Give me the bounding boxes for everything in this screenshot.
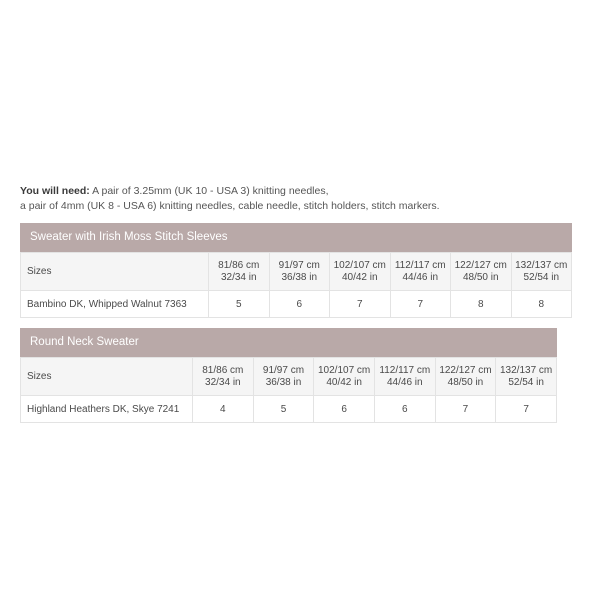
quantity-cell: 4 xyxy=(193,396,254,423)
size-cell xyxy=(374,358,435,396)
size-in: 44/46 in xyxy=(387,376,423,388)
quantity-cell: 7 xyxy=(390,291,451,318)
size-cm: 81/86 cm xyxy=(218,259,260,271)
yarn-row xyxy=(21,396,557,423)
requirements-line-1: A pair of 3.25mm (UK 10 - USA 3) knitting needles, xyxy=(89,185,329,197)
size-cm: 112/117 cm xyxy=(379,364,431,376)
size-in: 44/46 in xyxy=(402,271,439,283)
requirements-text xyxy=(20,184,590,214)
size-in: 40/42 in xyxy=(326,376,362,388)
size-cell xyxy=(496,358,557,396)
size-in: 32/34 in xyxy=(205,376,241,388)
size-cm: 91/97 cm xyxy=(262,364,305,376)
size-cm: 91/97 cm xyxy=(278,259,320,271)
sizes-label: Sizes xyxy=(21,358,193,396)
size-cm: 81/86 cm xyxy=(202,364,244,376)
quantity-cell: 7 xyxy=(435,396,496,423)
size-in: 52/54 in xyxy=(523,271,560,283)
quantity-cell: 7 xyxy=(496,396,557,423)
quantity-cell: 8 xyxy=(451,291,512,318)
size-in: 36/38 in xyxy=(281,271,318,283)
quantity-cell: 6 xyxy=(269,291,330,318)
size-cm: 102/107 cm xyxy=(333,259,386,271)
size-table xyxy=(20,252,572,318)
sizes-row xyxy=(21,358,557,396)
size-cell xyxy=(193,358,254,396)
size-cm: 132/137 cm xyxy=(515,259,568,271)
size-cm: 122/127 cm xyxy=(454,259,507,271)
size-cm: 102/107 cm xyxy=(318,364,371,376)
table-title: Sweater with Irish Moss Stitch Sleeves xyxy=(20,223,572,252)
size-cell xyxy=(209,253,270,291)
size-in: 32/34 in xyxy=(220,271,257,283)
size-cell xyxy=(314,358,375,396)
yarn-label: Bambino DK, Whipped Walnut 7363 xyxy=(21,291,209,318)
size-cell xyxy=(269,253,330,291)
size-in: 36/38 in xyxy=(265,376,302,388)
requirements-line-2: a pair of 4mm (UK 8 - USA 6) knitting needles, cable needle, stitch holders, stitch markers. xyxy=(20,200,440,212)
size-cell xyxy=(330,253,391,291)
size-cell xyxy=(511,253,572,291)
size-cm: 112/117 cm xyxy=(394,259,446,271)
sizes-label: Sizes xyxy=(21,253,209,291)
size-cell xyxy=(253,358,314,396)
size-in: 48/50 in xyxy=(447,376,484,388)
quantity-cell: 5 xyxy=(253,396,314,423)
yarn-row xyxy=(21,291,572,318)
size-cell xyxy=(451,253,512,291)
yarn-label: Highland Heathers DK, Skye 7241 xyxy=(21,396,193,423)
quantity-cell: 8 xyxy=(511,291,572,318)
sizes-row xyxy=(21,253,572,291)
requirements-lead: You will need: xyxy=(20,185,90,197)
table-irish-moss-sweater xyxy=(20,223,572,318)
size-cm: 132/137 cm xyxy=(500,364,553,376)
quantity-cell: 6 xyxy=(314,396,375,423)
size-cell xyxy=(435,358,496,396)
size-cell xyxy=(390,253,451,291)
size-in: 52/54 in xyxy=(508,376,544,388)
quantity-cell: 7 xyxy=(330,291,391,318)
size-in: 40/42 in xyxy=(341,271,378,283)
table-title: Round Neck Sweater xyxy=(20,328,557,357)
table-round-neck-sweater xyxy=(20,328,557,423)
size-table xyxy=(20,357,557,423)
size-in: 48/50 in xyxy=(462,271,499,283)
size-cm: 122/127 cm xyxy=(439,364,492,376)
quantity-cell: 6 xyxy=(374,396,435,423)
quantity-cell: 5 xyxy=(209,291,270,318)
